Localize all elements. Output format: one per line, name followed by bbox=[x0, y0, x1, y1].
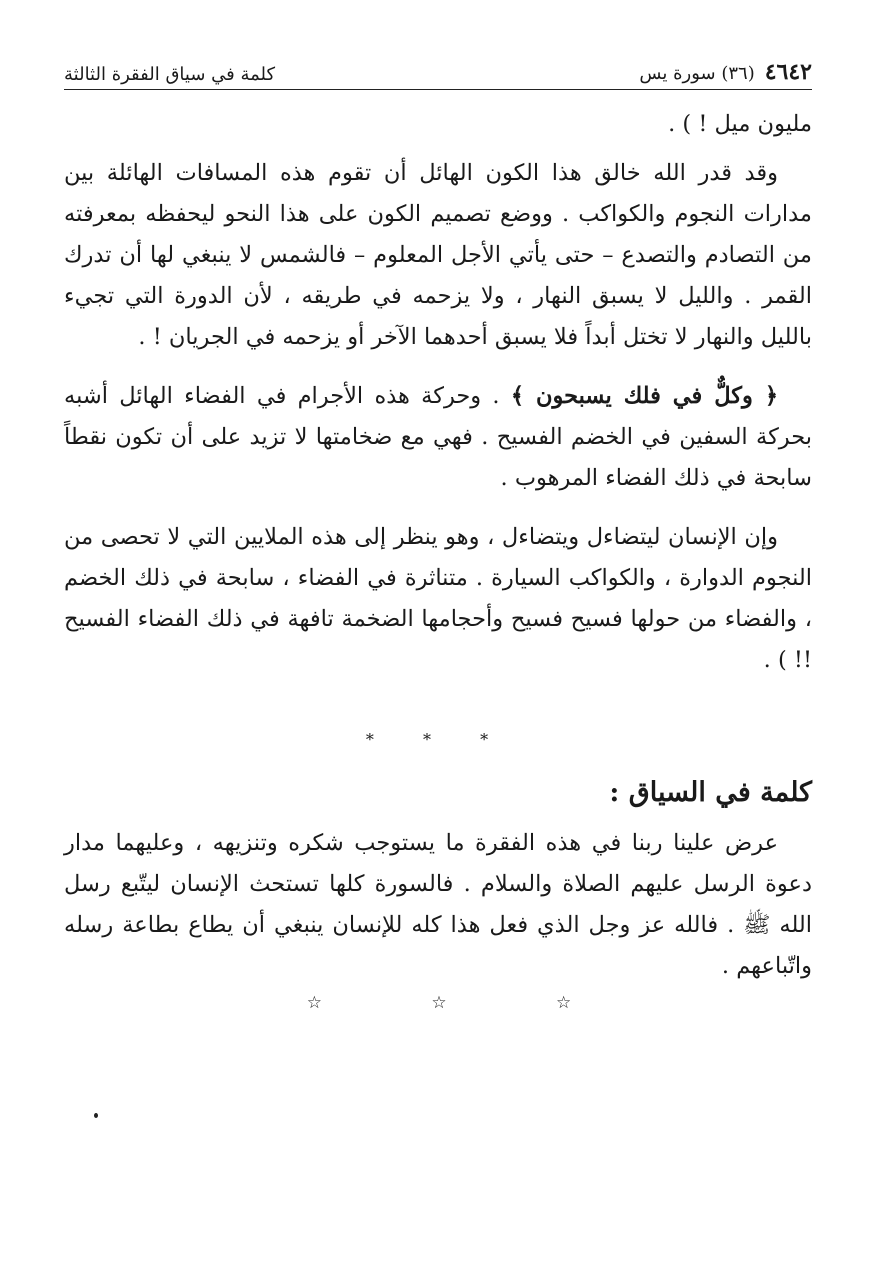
page-body bbox=[64, 104, 812, 987]
section-separator: * * * bbox=[365, 730, 511, 749]
section-title-header: كلمة في سياق الفقرة الثالثة bbox=[64, 64, 276, 85]
section-heading: كلمة في السياق : bbox=[609, 777, 812, 808]
section-paragraph: عرض علينا ربنا في هذه الفقرة ما يستوجب شكره وتنزيهه ، وعليهما مدار دعوة الرسل عليهم الصلاة والسلام . فالسورة كلها تستحث الإنسان ليتّبع رسل الله ﷺ . فالله عز وجل الذي فعل هذا كله للإنسان ينبغي أن يطاع بطاعة رسله واتّباعهم . bbox=[64, 830, 812, 979]
ink-speck bbox=[94, 1113, 98, 1118]
page-number: ٤٦٤٢ bbox=[764, 59, 812, 85]
paragraph-continuation: مليون ميل ! ) . bbox=[668, 111, 812, 137]
paragraph-orbits: وقد قدر الله خالق هذا الكون الهائل أن تقوم هذه المسافات الهائلة بين مدارات النجوم والكواكب . ووضع تصميم الكون على هذا النحو ليحفظه بمعرفته من التصادم والتصدع – حتى يأتي الأجل المعلوم – فالشمس لا ينبغي لها أن تدرك القمر . والليل لا يسبق النهار ، ولا يزحمه في طريقه ، لأن الدورة التي تجيء بالليل والنهار لا تختل أبداً فلا يسبق أحدهما الآخر أو يزحمه في الجريان ! . bbox=[64, 160, 812, 350]
bottom-stars-divider: ☆ ☆ ☆ bbox=[306, 993, 624, 1013]
header-right bbox=[639, 59, 812, 85]
page-header bbox=[64, 50, 812, 90]
surah-label: (٣٦) سورة يس bbox=[639, 63, 755, 84]
quran-paragraph-text: . وحركة هذه الأجرام في الفضاء الهائل أشبه بحركة السفين في الخضم الفسيح . فهي مع ضخامتها لا تزيد على أن تكون نقطاً سابحة في ذلك الفضاء المرهوب . bbox=[64, 383, 812, 491]
paragraph-human: وإن الإنسان ليتضاءل ويتضاءل ، وهو ينظر إلى هذه الملايين التي لا تحصى من النجوم الدوارة ، والكواكب السيارة . متناثرة في الفضاء ، سابحة في ذلك الخضم ، والفضاء من حولها فسيح فسيح وأحجامها الضخمة تافهة في ذلك الفضاء الفسيح !! ) . bbox=[64, 524, 812, 673]
quran-verse: ﴿ وكلٌّ في فلك يسبحون ﴾ bbox=[510, 383, 779, 409]
paragraph-quran-verse bbox=[64, 376, 812, 499]
